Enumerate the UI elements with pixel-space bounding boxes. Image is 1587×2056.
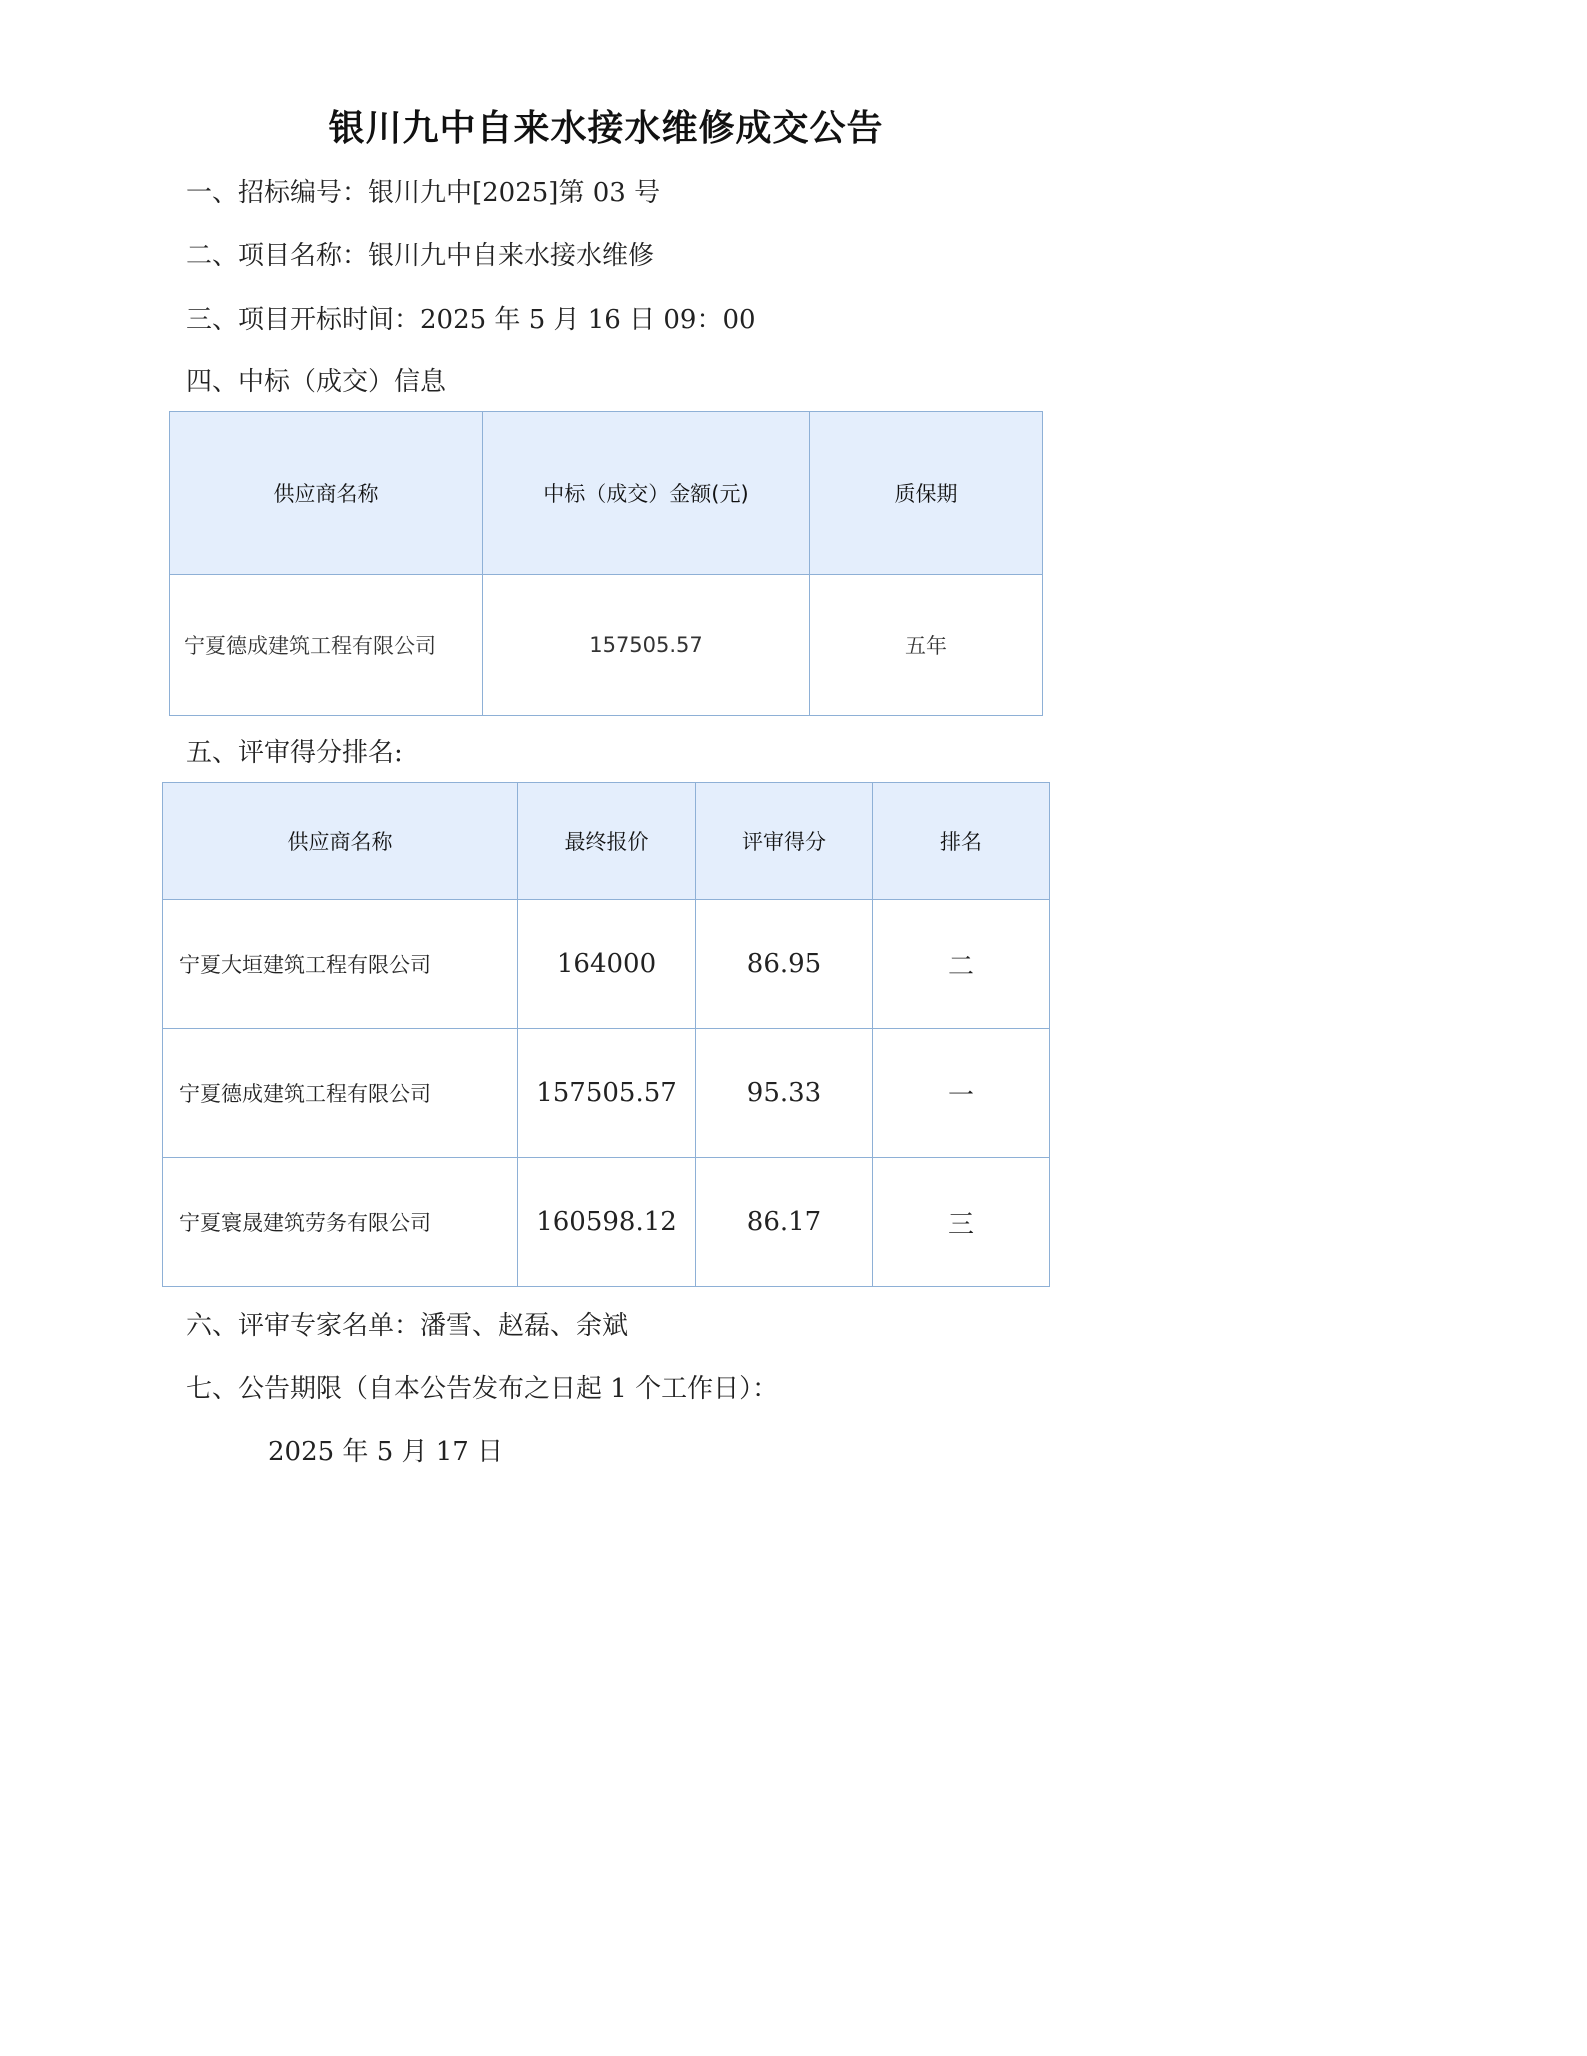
review-score-cell: 86.17 (696, 1158, 873, 1287)
opening-time-line: 三、项目开标时间：2025 年 5 月 16 日 09：00 (186, 305, 756, 335)
header-review-score: 评审得分 (696, 783, 873, 900)
publish-date: 2025 年 5 月 17 日 (268, 1437, 504, 1467)
supplier-name-cell: 宁夏寰晟建筑劳务有限公司 (163, 1158, 518, 1287)
warranty-cell: 五年 (810, 575, 1043, 716)
rank-cell: 二 (873, 900, 1050, 1029)
header-final-quote: 最终报价 (518, 783, 696, 900)
table-row (163, 900, 1050, 1029)
supplier-name-cell: 宁夏大垣建筑工程有限公司 (163, 900, 518, 1029)
project-name-line: 二、项目名称：银川九中自来水接水维修 (186, 241, 655, 271)
final-quote-cell: 160598.12 (518, 1158, 696, 1287)
header-supplier-name: 供应商名称 (170, 412, 483, 575)
final-quote-cell: 164000 (518, 900, 696, 1029)
table-header-row (163, 783, 1050, 900)
table-row (163, 1158, 1050, 1287)
final-quote-cell: 157505.57 (518, 1029, 696, 1158)
ranking-heading: 五、评审得分排名: (186, 738, 403, 768)
header-warranty: 质保期 (810, 412, 1043, 575)
document-title: 银川九中自来水接水维修成交公告 (328, 108, 884, 149)
header-supplier-name: 供应商名称 (163, 783, 518, 900)
header-award-amount: 中标（成交）金额(元) (483, 412, 810, 575)
table-header-row (170, 412, 1043, 575)
review-score-cell: 95.33 (696, 1029, 873, 1158)
experts-line: 六、评审专家名单：潘雪、赵磊、余斌 (186, 1311, 629, 1341)
supplier-name-cell: 宁夏德成建筑工程有限公司 (170, 575, 483, 716)
table-row (163, 1029, 1050, 1158)
supplier-name-cell: 宁夏德成建筑工程有限公司 (163, 1029, 518, 1158)
table-row (170, 575, 1043, 716)
award-info-heading: 四、中标（成交）信息 (186, 367, 447, 397)
award-amount-cell: 157505.57 (483, 575, 810, 716)
award-table (169, 411, 1043, 716)
bid-number-line: 一、招标编号：银川九中[2025]第 03 号 (186, 178, 661, 208)
review-score-cell: 86.95 (696, 900, 873, 1029)
rank-cell: 三 (873, 1158, 1050, 1287)
rank-cell: 一 (873, 1029, 1050, 1158)
ranking-table (162, 782, 1050, 1287)
notice-period-line: 七、公告期限（自本公告发布之日起 1 个工作日）： (186, 1374, 779, 1404)
header-rank: 排名 (873, 783, 1050, 900)
